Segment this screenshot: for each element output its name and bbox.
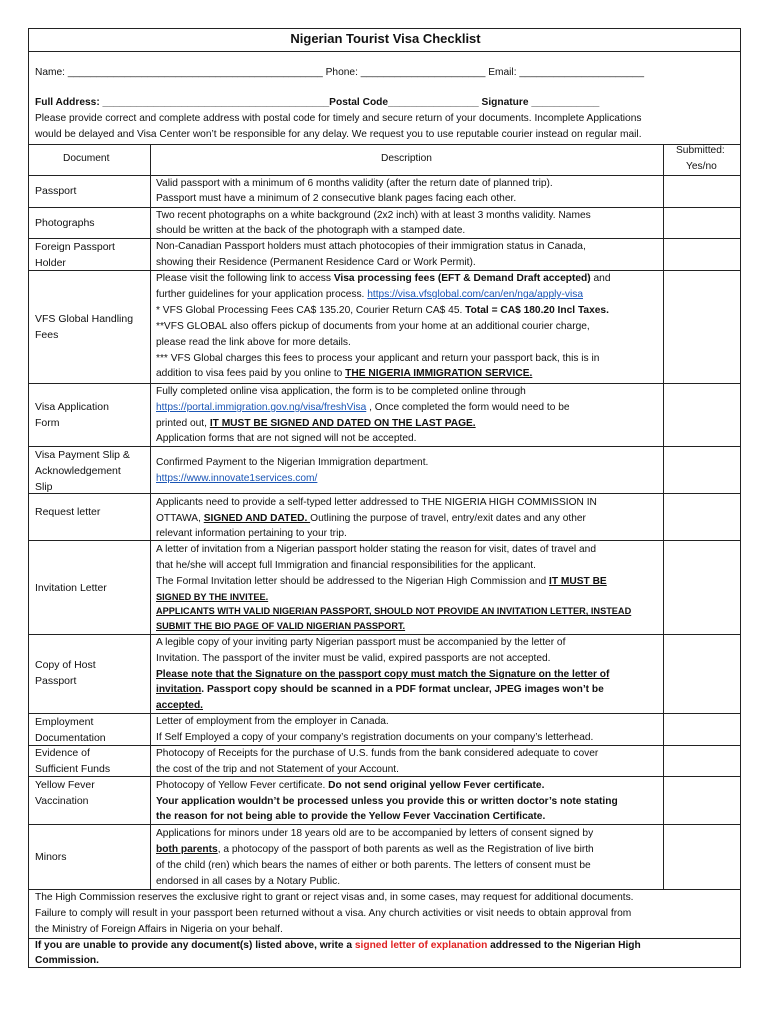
row-label-host-passport: Copy of Host Passport (35, 659, 96, 687)
row-label-photographs: Photographs (35, 217, 95, 229)
photographs-desc-1: Two recent photographs on a white background (2x2 inch) with at least 3 months validity. Names (156, 210, 591, 221)
request-desc-3: relevant information pertaining to your trip. (156, 528, 347, 539)
vfs-desc-3: * VFS Global Processing Fees CA$ 135.20, Courier Return CA$ 45. Total = CA$ 180.20 Incl Taxes. (156, 305, 609, 316)
minors-desc-3: of the child (ren) which bears the names of either or both parents. The letters of consent must be (156, 860, 591, 871)
minors-desc-4: endorsed in all cases by a Notary Public. (156, 876, 341, 887)
divider (29, 493, 740, 494)
request-desc-1: Applicants need to provide a self-typed letter addressed to THE NIGERIA HIGH COMMISSION IN (156, 497, 597, 508)
host-desc-1: A legible copy of your inviting party Nigerian passport must be accompanied by the letter of (156, 637, 566, 648)
funds-desc-1: Photocopy of Receipts for the purchase of U.S. funds from the bank considered adequate to cover (156, 748, 599, 759)
checklist-table (28, 28, 741, 968)
intro-line-2: would be delayed and Visa Center won’t be responsible for any delay. We request you to use reputable courier instead on regular mail. (35, 129, 642, 140)
contact-fields-line: Name: _____________________________________________ Phone: ______________________ Email: ______________________ (35, 67, 645, 78)
row-label-payment-slip: Visa Payment Slip & Acknowledgement Slip (35, 449, 130, 493)
vfs-desc-1: Please visit the following link to access Visa processing fees (EFT & Demand Draft accepted) and (156, 273, 611, 284)
host-desc-4: invitation. Passport copy should be scanned in a PDF format unclear, JPEG images won’t be (156, 684, 604, 695)
employment-desc-2: If Self Employed a copy of your company’s registration documents on your company’s letterhead. (156, 732, 594, 743)
row-label-employment: Employment Documentation (35, 716, 106, 744)
address-fields-line: Full Address: ________________________________________Postal Code________________ Signature ____________ (35, 97, 600, 108)
intro-line-1: Please provide correct and complete address with postal code for timely and secure return of your documents. Incomplete Applications (35, 113, 642, 124)
footer-line-2: Failure to comply will result in your passport been returned without a visa. Any church activities or visit needs to obtain approval from (35, 908, 632, 919)
foreign-desc-1: Non-Canadian Passport holders must attach photocopies of their immigration status in Canada, (156, 241, 586, 252)
request-desc-2: OTTAWA, SIGNED AND DATED. Outlining the purpose of travel, entry/exit dates and any other (156, 513, 586, 524)
host-desc-2: Invitation. The passport of the inviter must be valid, expired passports are not accepted. (156, 653, 551, 664)
row-label-invitation-letter: Invitation Letter (35, 582, 107, 594)
header-description: Description (381, 153, 432, 164)
final-note-line-2: Commission. (35, 955, 99, 966)
fever-desc-3: the reason for not being able to provide the Yellow Fever Vaccination Certificate. (156, 811, 546, 822)
invitation-desc-5: APPLICANTS WITH VALID NIGERIAN PASSPORT, SHOULD NOT PROVIDE AN INVITATION LETTER, INSTEAD (156, 606, 632, 616)
photographs-desc-2: should be written at the back of the photograph with a stamped date. (156, 225, 466, 236)
payment-link[interactable]: https://www.innovate1services.com/ (156, 473, 318, 484)
footer-line-3: the Ministry of Foreign Affairs in Nigeria on your behalf. (35, 924, 283, 935)
row-label-yellow-fever: Yellow Fever Vaccination (35, 779, 95, 807)
column-divider (663, 144, 664, 890)
row-label-funds: Evidence of Sufficient Funds (35, 747, 111, 775)
final-note-line-1: If you are unable to provide any document(s) listed above, write a signed letter of explanation addressed to the Nigerian High (35, 940, 641, 951)
divider (29, 540, 740, 541)
header-document: Document (63, 153, 110, 164)
employment-desc-1: Letter of employment from the employer in Canada. (156, 716, 389, 727)
divider (29, 51, 740, 52)
row-label-vfs-fees: VFS Global Handling Fees (35, 313, 134, 341)
fever-desc-2: Your application wouldn’t be processed unless you provide this or written doctor’s note stating (156, 796, 618, 807)
invitation-desc-6: SUBMIT THE BIO PAGE OF VALID NIGERIAN PASSPORT. (156, 621, 406, 631)
row-label-visa-application: Visa Application Form (35, 401, 109, 429)
visa-app-desc-2: https://portal.immigration.gov.ng/visa/freshVisa , Once completed the form would need to be (156, 402, 570, 413)
funds-desc-2: the cost of the trip and not Statement of your Account. (156, 764, 399, 775)
vfs-desc-2: further guidelines for your application process. https://visa.vfsglobal.com/can/en/nga/apply-visa (156, 289, 583, 300)
visa-portal-link[interactable]: https://portal.immigration.gov.ng/visa/freshVisa (156, 402, 367, 413)
divider (29, 144, 740, 145)
vfs-desc-7: addition to visa fees paid by you online to THE NIGERIA IMMIGRATION SERVICE. (156, 368, 533, 379)
passport-desc-1: Valid passport with a minimum of 6 months validity (after the return date of planned trip). (156, 178, 553, 189)
row-label-request-letter: Request letter (35, 506, 101, 518)
header-submitted: Submitted: (676, 145, 725, 156)
invitation-desc-2: that he/she will accept full Immigration and financial responsibilities for the applicant. (156, 560, 536, 571)
payment-desc-1: Confirmed Payment to the Nigerian Immigration department. (156, 457, 429, 468)
footer-line-1: The High Commission reserves the exclusive right to grant or reject visas and, in some cases, may request for additional documents. (35, 892, 634, 903)
header-yes-no: Yes/no (686, 161, 717, 172)
vfs-desc-6: *** VFS Global charges this fees to process your applicant and return your passport back, this is in (156, 353, 600, 364)
foreign-desc-2: showing their Residence (Permanent Residence Card or Work Permit). (156, 257, 476, 268)
vfs-link[interactable]: https://visa.vfsglobal.com/can/en/nga/apply-visa (367, 289, 583, 300)
passport-desc-2: Passport must have a minimum of 2 consecutive blank pages facing each other. (156, 193, 517, 204)
row-label-minors: Minors (35, 851, 67, 863)
minors-desc-1: Applications for minors under 18 years old are to be accompanied by letters of consent signed by (156, 828, 594, 839)
visa-app-desc-4: Application forms that are not signed will not be accepted. (156, 433, 417, 444)
visa-app-desc-3: printed out, IT MUST BE SIGNED AND DATED ON THE LAST PAGE. (156, 418, 476, 429)
vfs-desc-5: please read the link above for more details. (156, 337, 351, 348)
vfs-desc-4: **VFS GLOBAL also offers pickup of documents from your home at an additional courier charge, (156, 321, 590, 332)
column-divider (150, 144, 151, 890)
minors-desc-2: both parents, a photocopy of the passport of both parents as well as the Registration of live birth (156, 844, 594, 855)
host-desc-5: accepted. (156, 700, 203, 711)
invitation-desc-1: A letter of invitation from a Nigerian passport holder stating the reason for visit, dates of travel and (156, 544, 596, 555)
host-desc-3: Please note that the Signature on the passport copy must match the Signature on the letter of (156, 669, 610, 680)
payment-link-line (156, 471, 317, 487)
fever-desc-1: Photocopy of Yellow Fever certificate. Do not send original yellow Fever certificate. (156, 780, 545, 791)
row-label-foreign-passport: Foreign Passport Holder (35, 241, 115, 269)
invitation-desc-4: SIGNED BY THE INVITEE. (156, 592, 269, 602)
visa-app-desc-1: Fully completed online visa application, the form is to be completed online through (156, 386, 526, 397)
invitation-desc-3: The Formal Invitation letter should be addressed to the Nigerian High Commission and IT MUST BE (156, 576, 607, 587)
page-title: Nigerian Tourist Visa Checklist (290, 31, 481, 46)
signed-letter-highlight: signed letter of explanation (354, 940, 488, 951)
row-label-passport: Passport (35, 185, 77, 197)
